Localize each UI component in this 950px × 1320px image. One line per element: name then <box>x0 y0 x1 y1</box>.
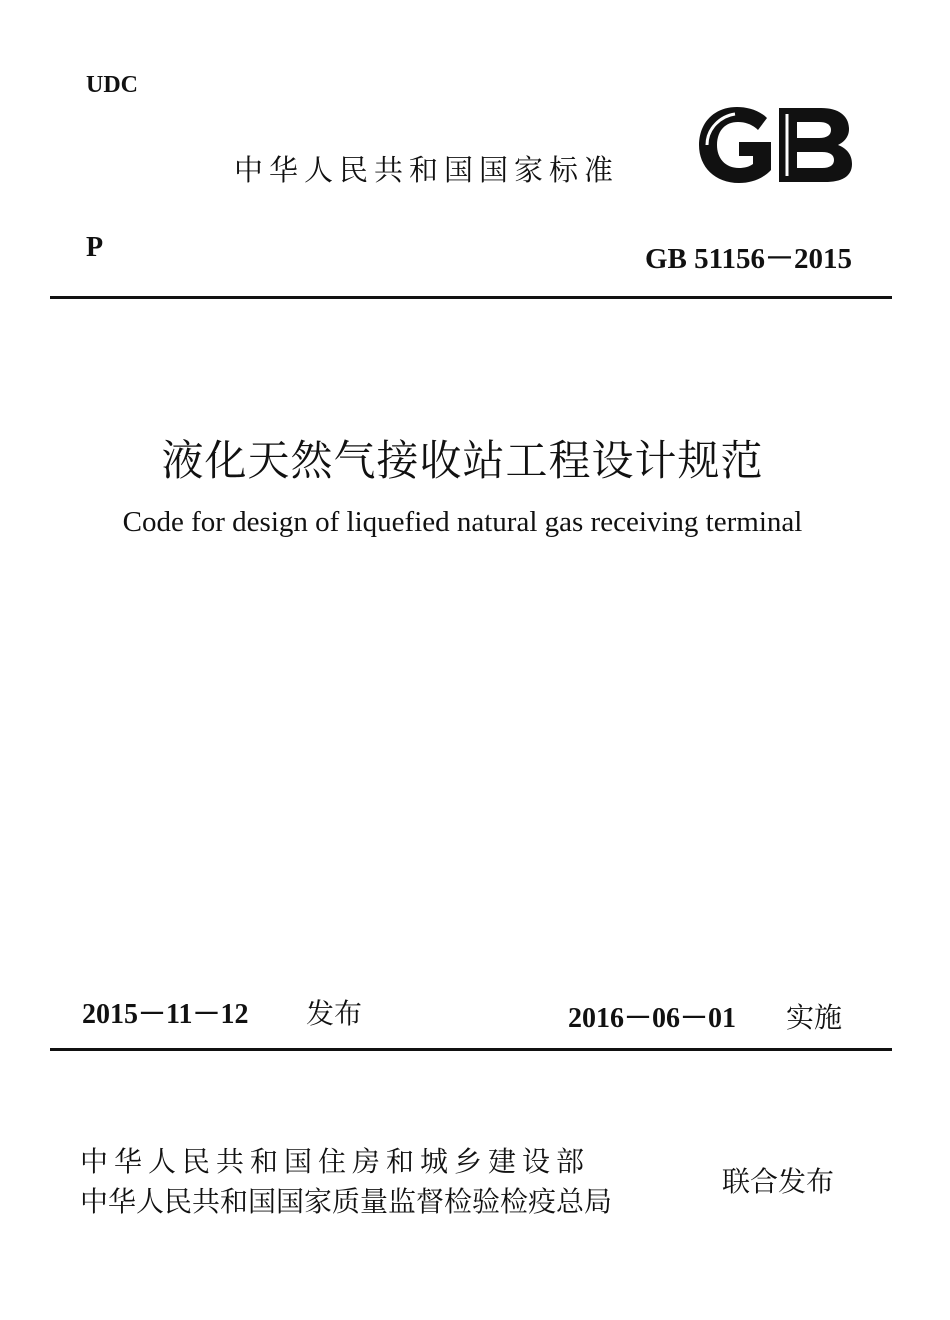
title-english: Code for design of liquefied natural gas receiving terminal <box>122 506 803 538</box>
category-code: P <box>86 232 104 263</box>
joint-issue-label: 联合发布 <box>722 1165 835 1198</box>
standard-type-heading: 中华人民共和国国家标准 <box>234 153 620 187</box>
issue-date: 2015－11－12 <box>82 999 249 1030</box>
bottom-divider <box>50 1048 892 1051</box>
title-chinese: 液化天然气接收站工程设计规范 <box>161 436 764 485</box>
issue-label: 发布 <box>306 997 363 1030</box>
issuer-ministry: 中华人民共和国住房和城乡建设部 <box>80 1145 591 1178</box>
standard-number: GB 51156－2015 <box>644 243 852 275</box>
implementation-label: 实施 <box>786 1001 843 1034</box>
implementation-date: 2016－06－01 <box>568 1003 737 1034</box>
udc-label: UDC <box>86 72 138 98</box>
gb-logo <box>695 104 855 186</box>
issuer-administration: 中华人民共和国国家质量监督检验检疫总局 <box>80 1185 613 1218</box>
top-divider <box>50 296 892 299</box>
